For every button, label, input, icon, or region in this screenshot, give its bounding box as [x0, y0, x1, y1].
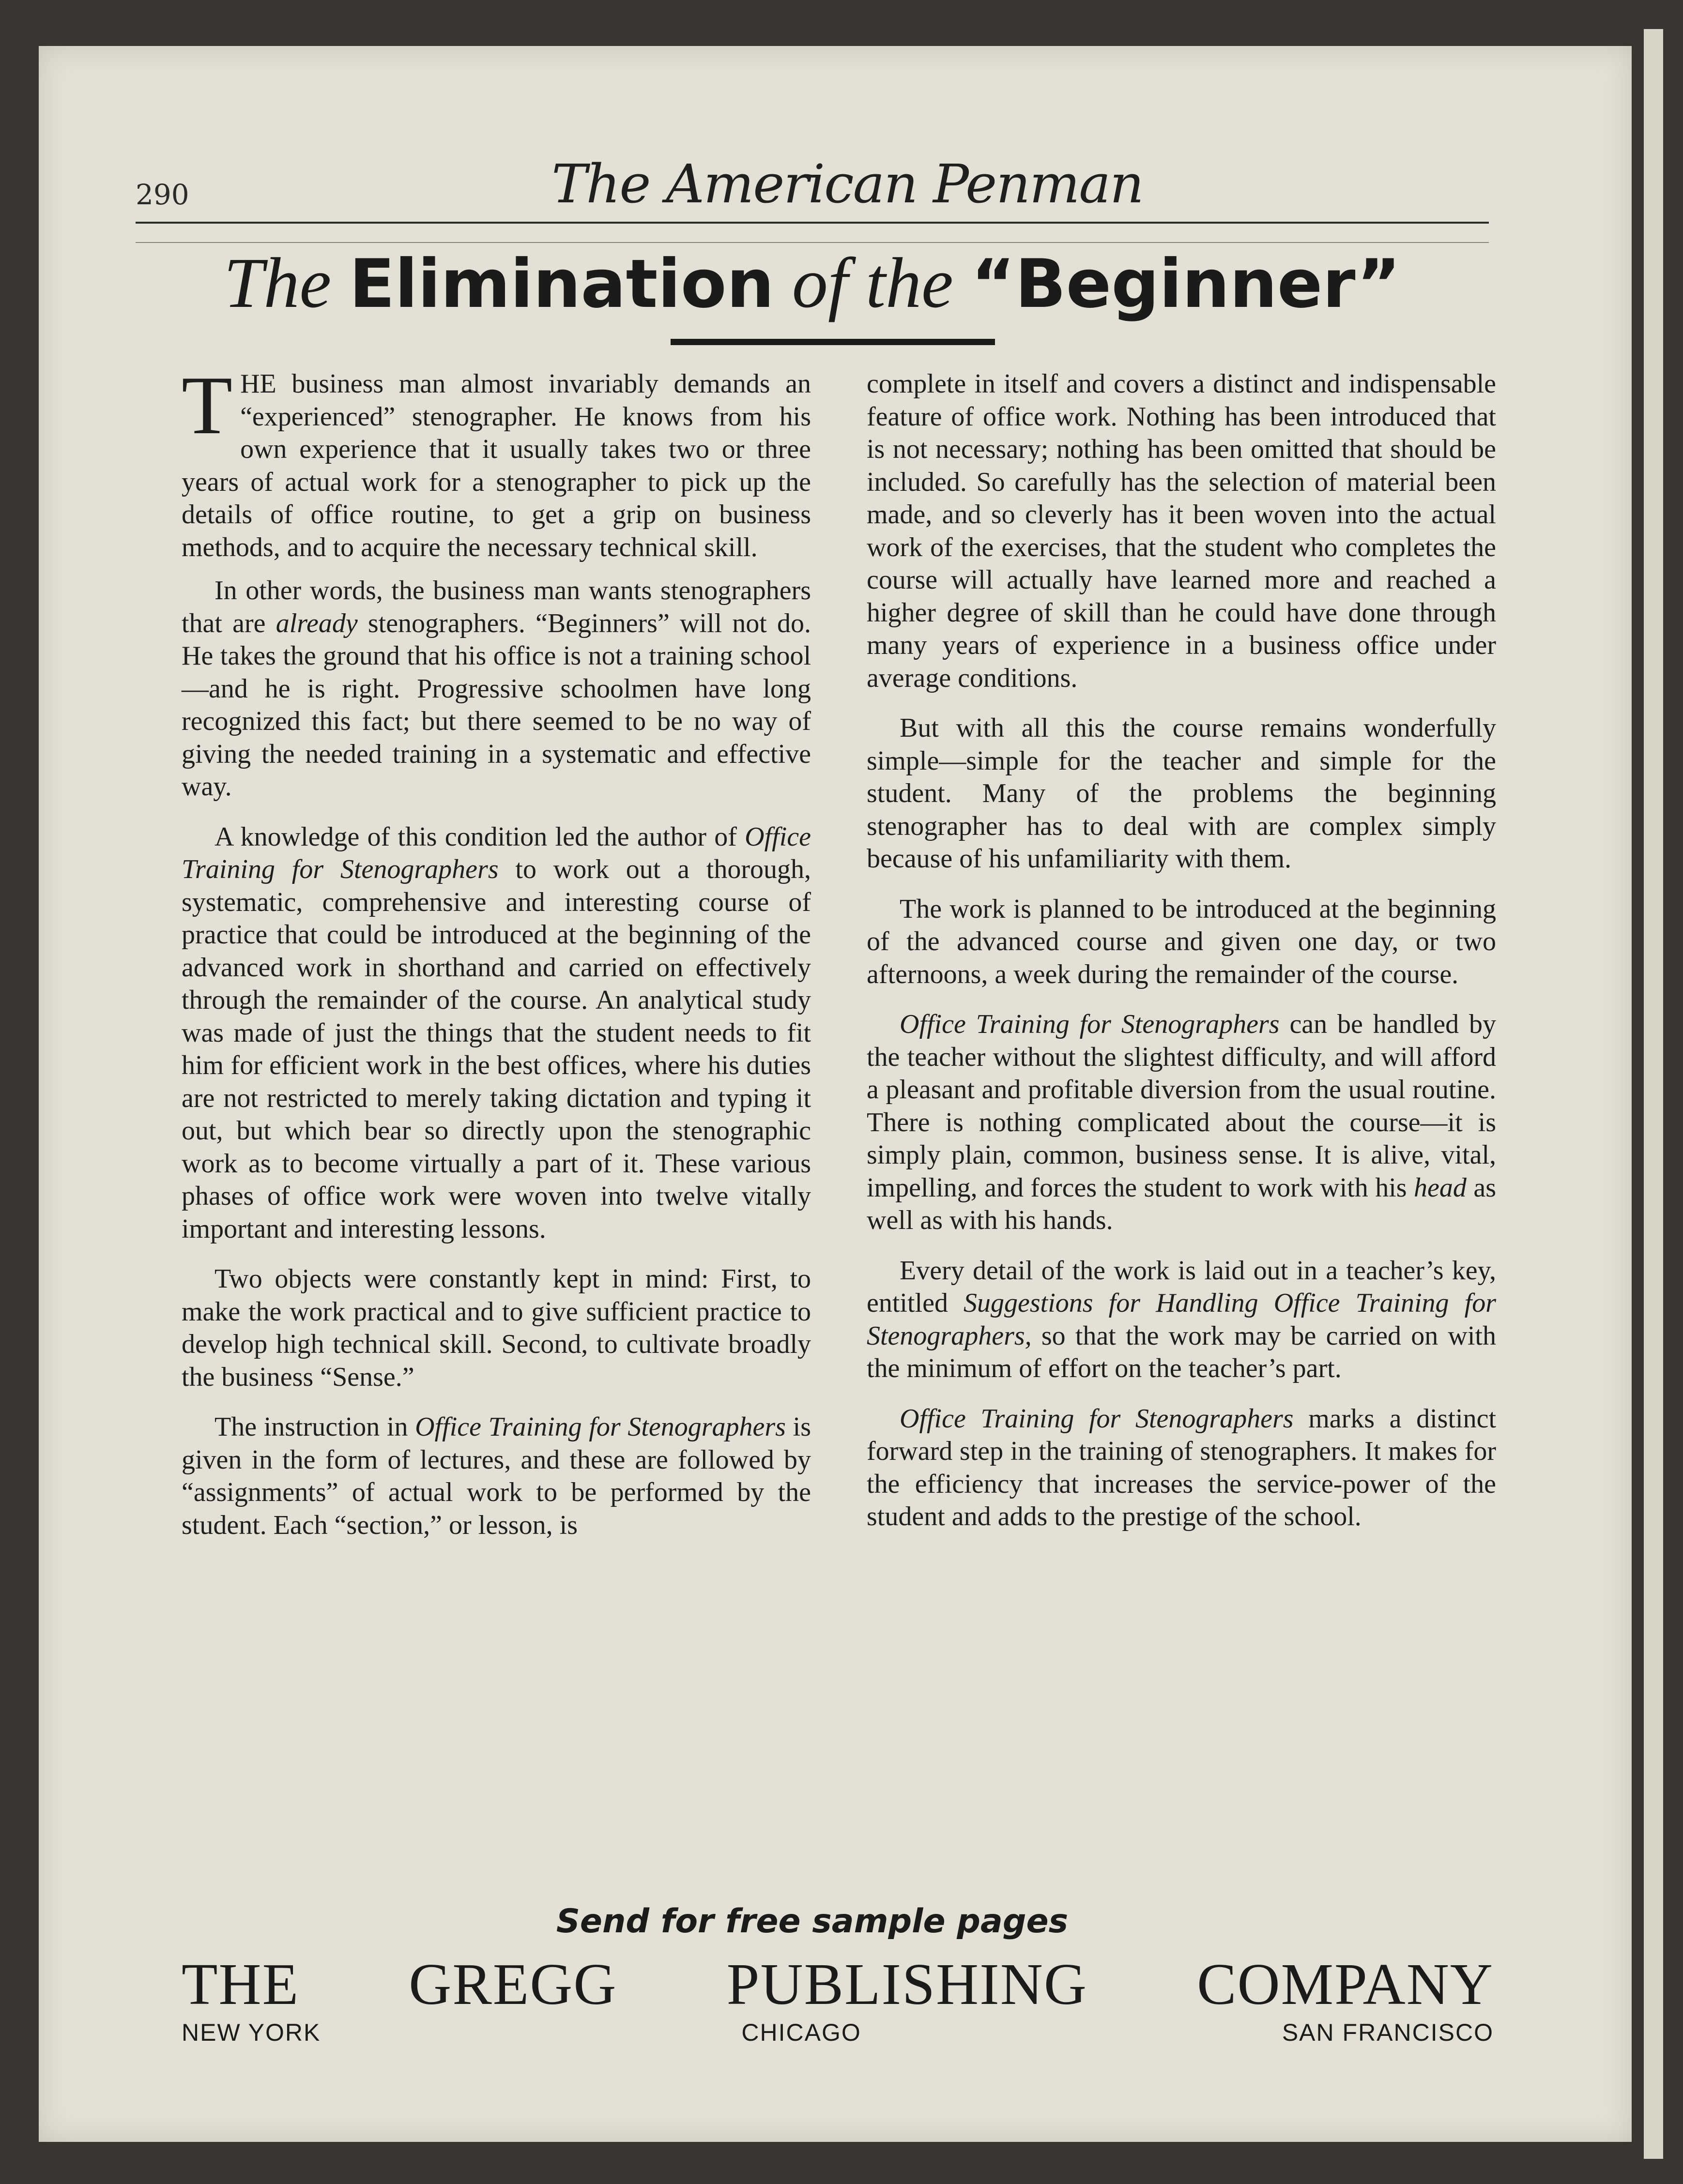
left-paragraph-3: [182, 821, 811, 1246]
city-san-francisco: SAN FRANCISCO: [1282, 2019, 1494, 2046]
publisher-word: COMPANY: [1197, 1952, 1494, 2017]
send-for-samples: Send for free sample pages: [556, 1902, 1069, 1941]
text-run: is given in the form of lectures, and these are followed by “assignments” of actual work to be performed by the student. Each “section,” or lesson, is: [182, 1412, 811, 1540]
left-column: [182, 360, 811, 1552]
right-paragraph-5: [867, 1255, 1496, 1385]
book-title: Office Training for Stenographers: [415, 1412, 786, 1442]
title-word-the: The: [224, 243, 332, 323]
publisher-name: [182, 1951, 1494, 2018]
emphasis-already: already: [275, 608, 358, 638]
right-paragraph-6: [867, 1403, 1496, 1533]
city-chicago: CHICAGO: [741, 2019, 861, 2046]
right-paragraph-1: complete in itself and covers a distinct and indispensable feature of office work. Nothing has been introduced that is not necessary; nothing has been omitted that should be included. So carefully has the selection of material been made, and so cleverly has it been woven into the actual work of the exercises, that the student who completes the course will actually have learned more and reached a higher degree of skill than he could have done through many years of experience in a business office under average conditions.: [867, 369, 1496, 693]
emphasis-head: head: [1414, 1172, 1467, 1203]
text-run: Every detail of the work is laid out in a teacher’s key, entitled: [867, 1255, 1496, 1318]
city-new-york: NEW YORK: [182, 2019, 321, 2046]
publisher-word: THE: [182, 1952, 300, 2017]
title-underline: [671, 339, 995, 345]
book-title: Suggestions for Handling Office Training for Stenographers,: [867, 1288, 1496, 1351]
book-title: Office Training for Stenographers: [182, 821, 811, 884]
publisher-word: GREGG: [409, 1952, 617, 2017]
drop-cap: T: [182, 360, 233, 452]
text-run: In other words, the business man wants stenographers that are: [182, 576, 811, 638]
right-paragraph-3: The work is planned to be introduced at the beginning of the advanced course and given one day, or two afternoons, a week during the remainder of the course.: [867, 894, 1496, 989]
title-word-of-the: of the: [792, 243, 953, 323]
left-paragraph-4: Two objects were constantly kept in mind: First, to make the work practical and to give sufficient practice to develop high technical skill. Second, to cultivate broadly the business “Sense.”: [182, 1264, 811, 1392]
publisher-cities: [182, 2018, 1494, 2047]
article-title: [136, 237, 1489, 330]
text-run: stenographers. “Beginners” will not do. He takes the ground that his office is not a training school—and he is right. Progressive schoolmen have long recognized this fact; but there seemed to be no way of giving the needed training in a systematic and effective way.: [182, 608, 811, 802]
book-title: Office Training for Stenographers: [900, 1403, 1294, 1434]
left-paragraph-1-text: HE business man almost invariably demands an “experienced” stenographer. He knows from his own experience that it usually takes two or three years of actual work for a stenographer to pick up the details of office routine, to get a grip on business methods, and to acquire the necessary technical skill.: [182, 369, 811, 562]
publisher-word: PUBLISHING: [726, 1952, 1087, 2017]
header-rule: [136, 222, 1489, 224]
left-paragraph-1: [182, 360, 811, 564]
right-column: [867, 368, 1496, 1544]
text-run: marks a distinct forward step in the training of stenographers. It makes for the efficiency that increases the service-power of the student and adds to the prestige of the school.: [867, 1403, 1497, 1532]
text-run: as well as with his hands.: [867, 1172, 1496, 1235]
text-run: to work out a thorough, systematic, comprehensive and interesting course of practice that could be introduced at the beginning of the advanced work in shorthand and carried on effectively through the remainder of the course. An analytical study was made of just the things that the student needs to fit him for efficient work in the best offices, where his duties are not restricted to merely taking dictation and typing it out, but which bear so directly upon the stenographic work as to become virtually a part of it. These various phases of office work were woven into twelve vitally important and interesting lessons.: [182, 854, 811, 1244]
book-title: Office Training for Stenographers: [900, 1009, 1280, 1039]
right-paragraph-2: But with all this the course remains wonderfully simple—simple for the teacher and simple for the student. Many of the problems the beginning stenographer has to deal with are complex simply because of his unfamiliarity with them.: [867, 713, 1496, 874]
text-run: can be handled by the teacher without the slightest difficulty, and will afford a pleasant and profitable diversion from the usual routine. There is nothing complicated about the course—it is simply plain, common, business sense. It is alive, vital, impelling, and forces the student to work with his: [867, 1009, 1497, 1203]
text-run: so that the work may be carried on with the minimum of effort on the teacher’s part.: [867, 1320, 1496, 1383]
masthead-logo: The American Penman: [551, 153, 1143, 215]
title-word-elimination: Elimination: [349, 245, 774, 323]
left-paragraph-2: [182, 575, 811, 804]
title-word-beginner: “Beginner”: [971, 245, 1401, 323]
page-number: 290: [136, 178, 189, 211]
next-page-edge: [1644, 29, 1663, 2159]
left-paragraph-5: [182, 1411, 811, 1542]
text-run: The instruction in: [214, 1412, 415, 1442]
text-run: A knowledge of this condition led the author of: [214, 821, 745, 852]
right-paragraph-4: [867, 1008, 1496, 1237]
